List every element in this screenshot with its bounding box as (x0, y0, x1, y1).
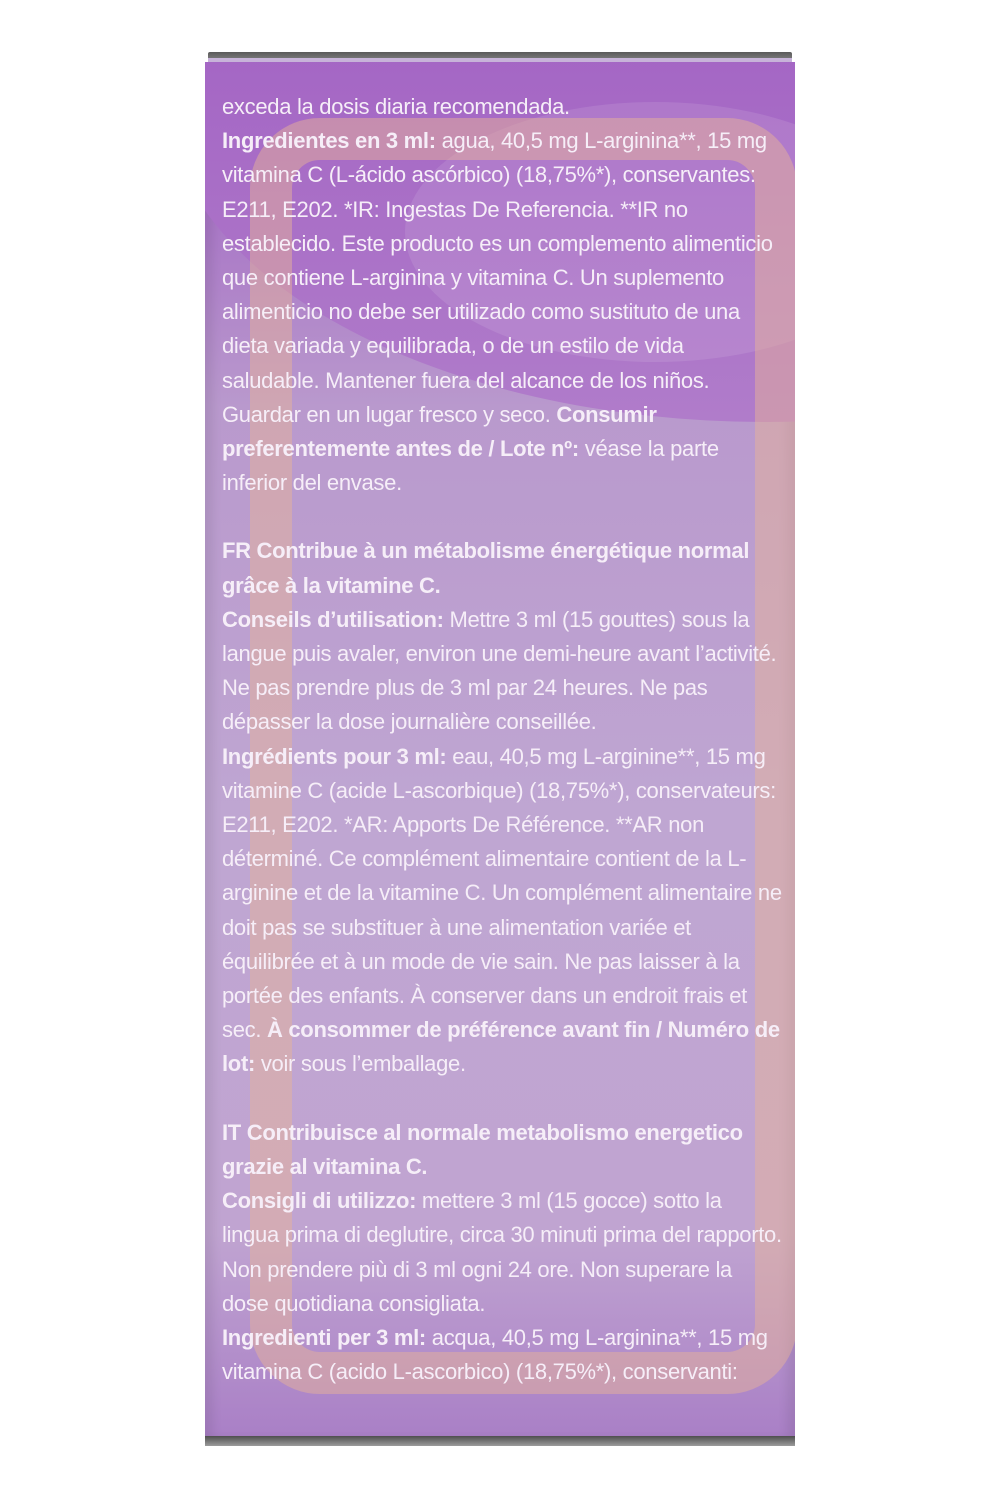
es-line-1: exceda la dosis diaria recomendada. (222, 94, 570, 119)
fr-usage-label: Conseils d’utilisation: (222, 606, 444, 632)
fr-usage-text: Mettre 3 ml (15 gouttes) sous la langue puis avaler, environ une demi-heure avant l’activité. Ne pas prendre plus de 3 ml par 24 heures. Ne pas dépasser la dose journalière conseillée. (222, 606, 777, 735)
es-ingredients-text: agua, 40,5 mg L-arginina**, 15 mg vitamina C (L-ácido ascórbico) (18,75%*), conservantes: E211, E202. *IR: Ingestas De Referencia. **IR no establecido. Este producto es un complemento alimenticio que contiene L-arginina y vitamina C. Un suplemento alimenticio no debe ser utilizado como sustituto de una dieta variada y equilibrada, o de un estilo de vida saludable. Mantener fuera del alcance de los niños. Guardar en un lugar fresco y seco. (222, 128, 773, 427)
es-best-before-label: Consumir preferentemente antes de / Lote nº: (222, 401, 657, 462)
box-bottom-edge (205, 1436, 795, 1446)
fr-heading: FR Contribue à un métabolisme énergétique normal grâce à la vitamine C. (222, 538, 750, 598)
es-section (222, 90, 782, 500)
it-ingredients-label: Ingredienti per 3 ml: (222, 1324, 426, 1350)
it-ingredients-text: acqua, 40,5 mg L-arginina**, 15 mg vitamina C (acido L-ascorbico) (18,75%*), conservanti: (222, 1324, 768, 1385)
fr-best-before-text: voir sous l’emballage. (255, 1051, 466, 1077)
fr-ingredients-label: Ingrédients pour 3 ml: (222, 743, 447, 769)
label-text-block (222, 90, 782, 1389)
it-usage-label: Consigli di utilizzo: (222, 1188, 417, 1214)
fr-section (222, 534, 782, 1081)
es-ingredients-label: Ingredientes en 3 ml: (222, 128, 436, 154)
it-usage-text: mettere 3 ml (15 gocce) sotto la lingua prima di deglutire, circa 30 minuti prima del rapporto. Non prendere più di 3 ml ogni 24 ore. Non superare la dose quotidiana consigliata. (222, 1188, 782, 1316)
it-heading: IT Contribuisce al normale metabolismo energetico grazie al vitamina C. (222, 1119, 743, 1179)
fr-ingredients-text: eau, 40,5 mg L-arginine**, 15 mg vitamine C (acide L-ascorbique) (18,75%*), conservateurs: E211, E202. *AR: Apports De Référence. **AR non déterminé. Ce complément alimentaire contient de la L-arginine et de la vitamine C. Un complément alimentaire ne doit pas se substituer à une alimentation variée et équilibrée et à un mode de vie sain. Ne pas laisser à la portée des enfants. À conserver dans un endroit frais et sec. (222, 743, 782, 1043)
es-best-before-text: véase la parte inferior del envase. (222, 436, 719, 496)
it-section (222, 1116, 782, 1390)
fr-best-before-label: À consommer de préférence avant fin / Numéro de lot: (222, 1017, 780, 1077)
